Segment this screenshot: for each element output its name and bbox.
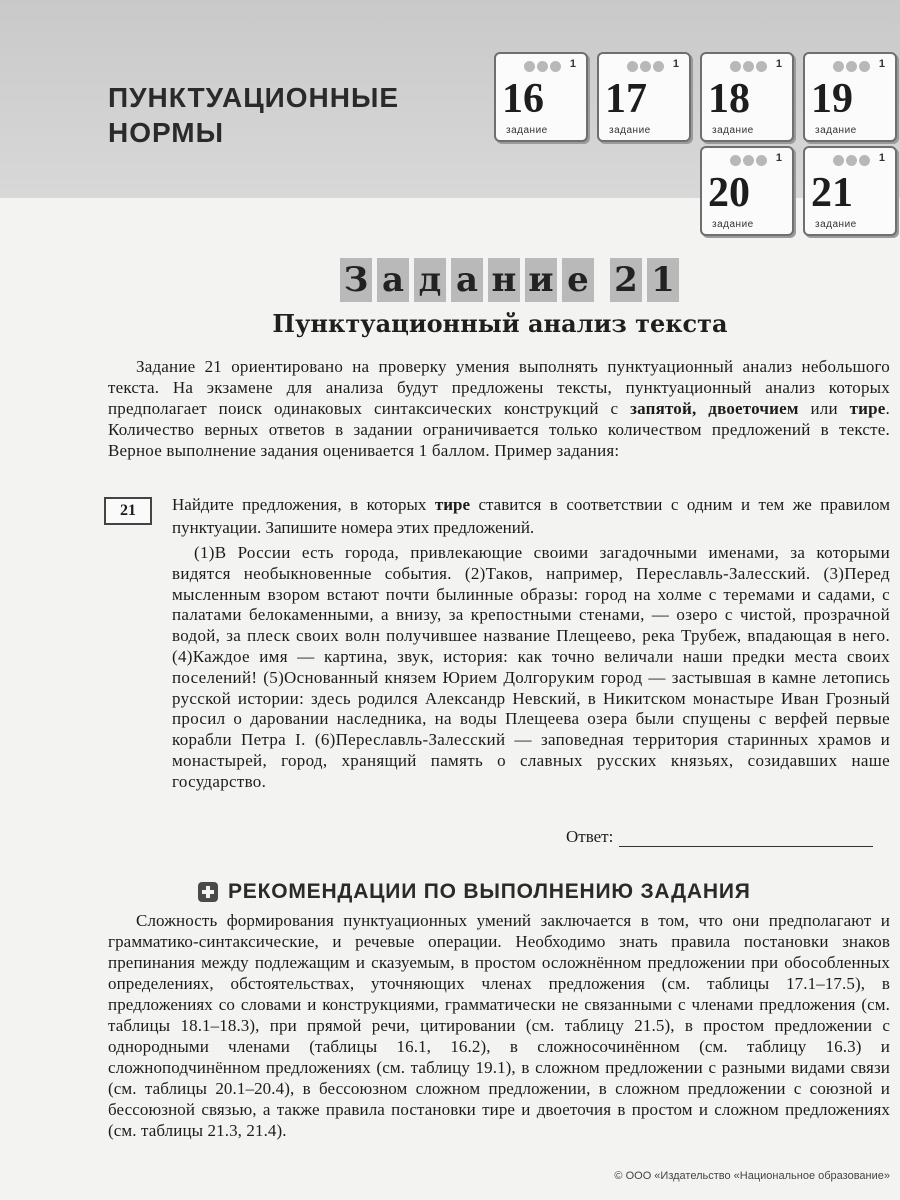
task-caption: задание — [609, 125, 651, 136]
subtitle: Пунктуационный анализ текста — [272, 309, 728, 338]
intro-bold: тире — [849, 399, 886, 418]
task-heading-letter: З — [340, 258, 372, 302]
difficulty-dots-icon — [833, 155, 870, 166]
recommendations-text: Сложность формирования пунктуационных умений заключается в том, что они предполагают и грамматико-синтаксические, и речевые операции. Необходимо знать правила постановки знаков препинания между подлежащим и сказуемым, в простом осложнённом предложении при обособленных определениях, обстоятельствах, уточняющих членах предложения (см. таблицы 17.1–17.5), в предложениях со словами и конструкциями, грамматически не связанными с членами предложения (см. таблицы 18.1–18.3), при прямой речи, цитировании (см. таблицу 21.5), в простом предложении с однородными членами (таблицы 16.1, 16.2), в сложносочинённом (см. таблицу 16.3) и сложноподчинённом предложениях (см. таблицу 19.1), в сложном предложении с разными видами связи (см. таблицы 20.1–20.4), в бессоюзном сложном предложении, в сложном предложении с союзной и бессоюзной связью, а также правила постановки тире и двоеточия в простом и сложном предложениях (см. таблицы 21.3, 21.4). — [108, 911, 890, 1140]
task-points: 1 — [878, 152, 885, 164]
task-caption: задание — [506, 125, 548, 136]
task-heading-letter: д — [414, 258, 446, 302]
task-heading-letter: н — [488, 258, 520, 302]
answer-field[interactable] — [566, 827, 873, 847]
difficulty-dots-icon — [730, 155, 767, 166]
task-heading-letter: и — [525, 258, 557, 302]
task-number: 18 — [708, 76, 750, 122]
task-card-20 — [700, 146, 794, 236]
task-heading-letter: е — [562, 258, 594, 302]
plus-cross-icon — [198, 882, 218, 902]
task-card-21 — [803, 146, 897, 236]
intro-text: или — [798, 399, 850, 418]
recommendations-title: РЕКОМЕНДАЦИИ ПО ВЫПОЛНЕНИЮ ЗАДАНИЯ — [228, 880, 751, 903]
intro-bold: запятой, двоеточием — [630, 399, 799, 418]
task-card-19 — [803, 52, 897, 142]
task-number-box: 21 — [104, 497, 152, 525]
task-points: 1 — [672, 58, 679, 70]
task-caption: задание — [815, 125, 857, 136]
intro-text: Задание 21 ориентировано на проверку умения выполнять пунктуационный анализ небольшого текста. На экзамене для анализа будут предложены тексты, пунктуационный анализ которых предполагает поиск одинаковых синтаксических конструкций с — [108, 357, 890, 418]
section-title-line1: ПУНКТУАЦИОННЫЕ — [108, 82, 400, 113]
task-caption: задание — [712, 125, 754, 136]
task-caption: задание — [712, 219, 754, 230]
example-text: (1)В России есть города, привлекающие своими загадочными именами, за которыми видятся необыкновенные события. (2)Таков, например, Переславль-Залесский. (3)Перед мысленным взором встают почти былинные образы: город на холме с теремами и садами, с палатами белокаменными, а внизу, за крепостными стенами, — озеро с чистой, прозрачной водой, за плеск своих волн получившее название Плещеево, река Трубеж, впадающая в него. (4)Каждое имя — картина, звук, история: как точно величали наши предки места своих поселений! (5)Основанный князем Юрием Долгоруким город — застывшая в камне летопись русской истории: здесь родился Александр Невский, в Никитском монастыре Иван Грозный просил о даровании наследника, на воды Плещеева озера были спущены с верфей первые корабли Петра I. (6)Переславль-Залесский — заповедная территория старинных храмов и монастырей, город, хранящий память о славных русских князьях, созидавших наше государство. — [172, 543, 890, 791]
intro-text: . Количество верных ответов в задании ограничивается только количеством предложений в тексте. Верное выполнение задания оценивается 1 баллом. Пример задания: — [108, 399, 890, 460]
task-points: 1 — [569, 58, 576, 70]
task-points: 1 — [775, 152, 782, 164]
task-heading — [340, 258, 679, 302]
difficulty-dots-icon — [730, 61, 767, 72]
task-heading-letter: а — [377, 258, 409, 302]
difficulty-dots-icon — [627, 61, 664, 72]
difficulty-dots-icon — [833, 61, 870, 72]
task-card-16 — [494, 52, 588, 142]
task-number: 20 — [708, 170, 750, 216]
task-points: 1 — [775, 58, 782, 70]
task-number: 21 — [811, 170, 853, 216]
difficulty-dots-icon — [524, 61, 561, 72]
recommendations-heading — [198, 880, 751, 904]
task-heading-letter: а — [451, 258, 483, 302]
task-heading-digit: 1 — [647, 258, 679, 302]
task-caption: задание — [815, 219, 857, 230]
task-instruction — [172, 493, 890, 539]
task-number: 19 — [811, 76, 853, 122]
section-title-line2: НОРМЫ — [108, 117, 225, 148]
task-card-17 — [597, 52, 691, 142]
answer-line[interactable] — [619, 829, 873, 847]
section-title — [108, 80, 399, 150]
answer-label: Ответ: — [566, 827, 614, 846]
instruction-bold: тире — [434, 495, 470, 514]
intro-paragraph — [108, 356, 890, 461]
task-number: 17 — [605, 76, 647, 122]
publisher-footer: © ООО «Издательство «Национальное образование» — [614, 1170, 890, 1182]
task-card-18 — [700, 52, 794, 142]
task-points: 1 — [878, 58, 885, 70]
instruction-text: ставится в соответствии с одним и тем же правилом пунктуации. Запишите номера этих предложений. — [172, 495, 890, 537]
task-heading-digit: 2 — [610, 258, 642, 302]
instruction-text: Найдите предложения, в которых — [172, 495, 435, 514]
task-number: 16 — [502, 76, 544, 122]
